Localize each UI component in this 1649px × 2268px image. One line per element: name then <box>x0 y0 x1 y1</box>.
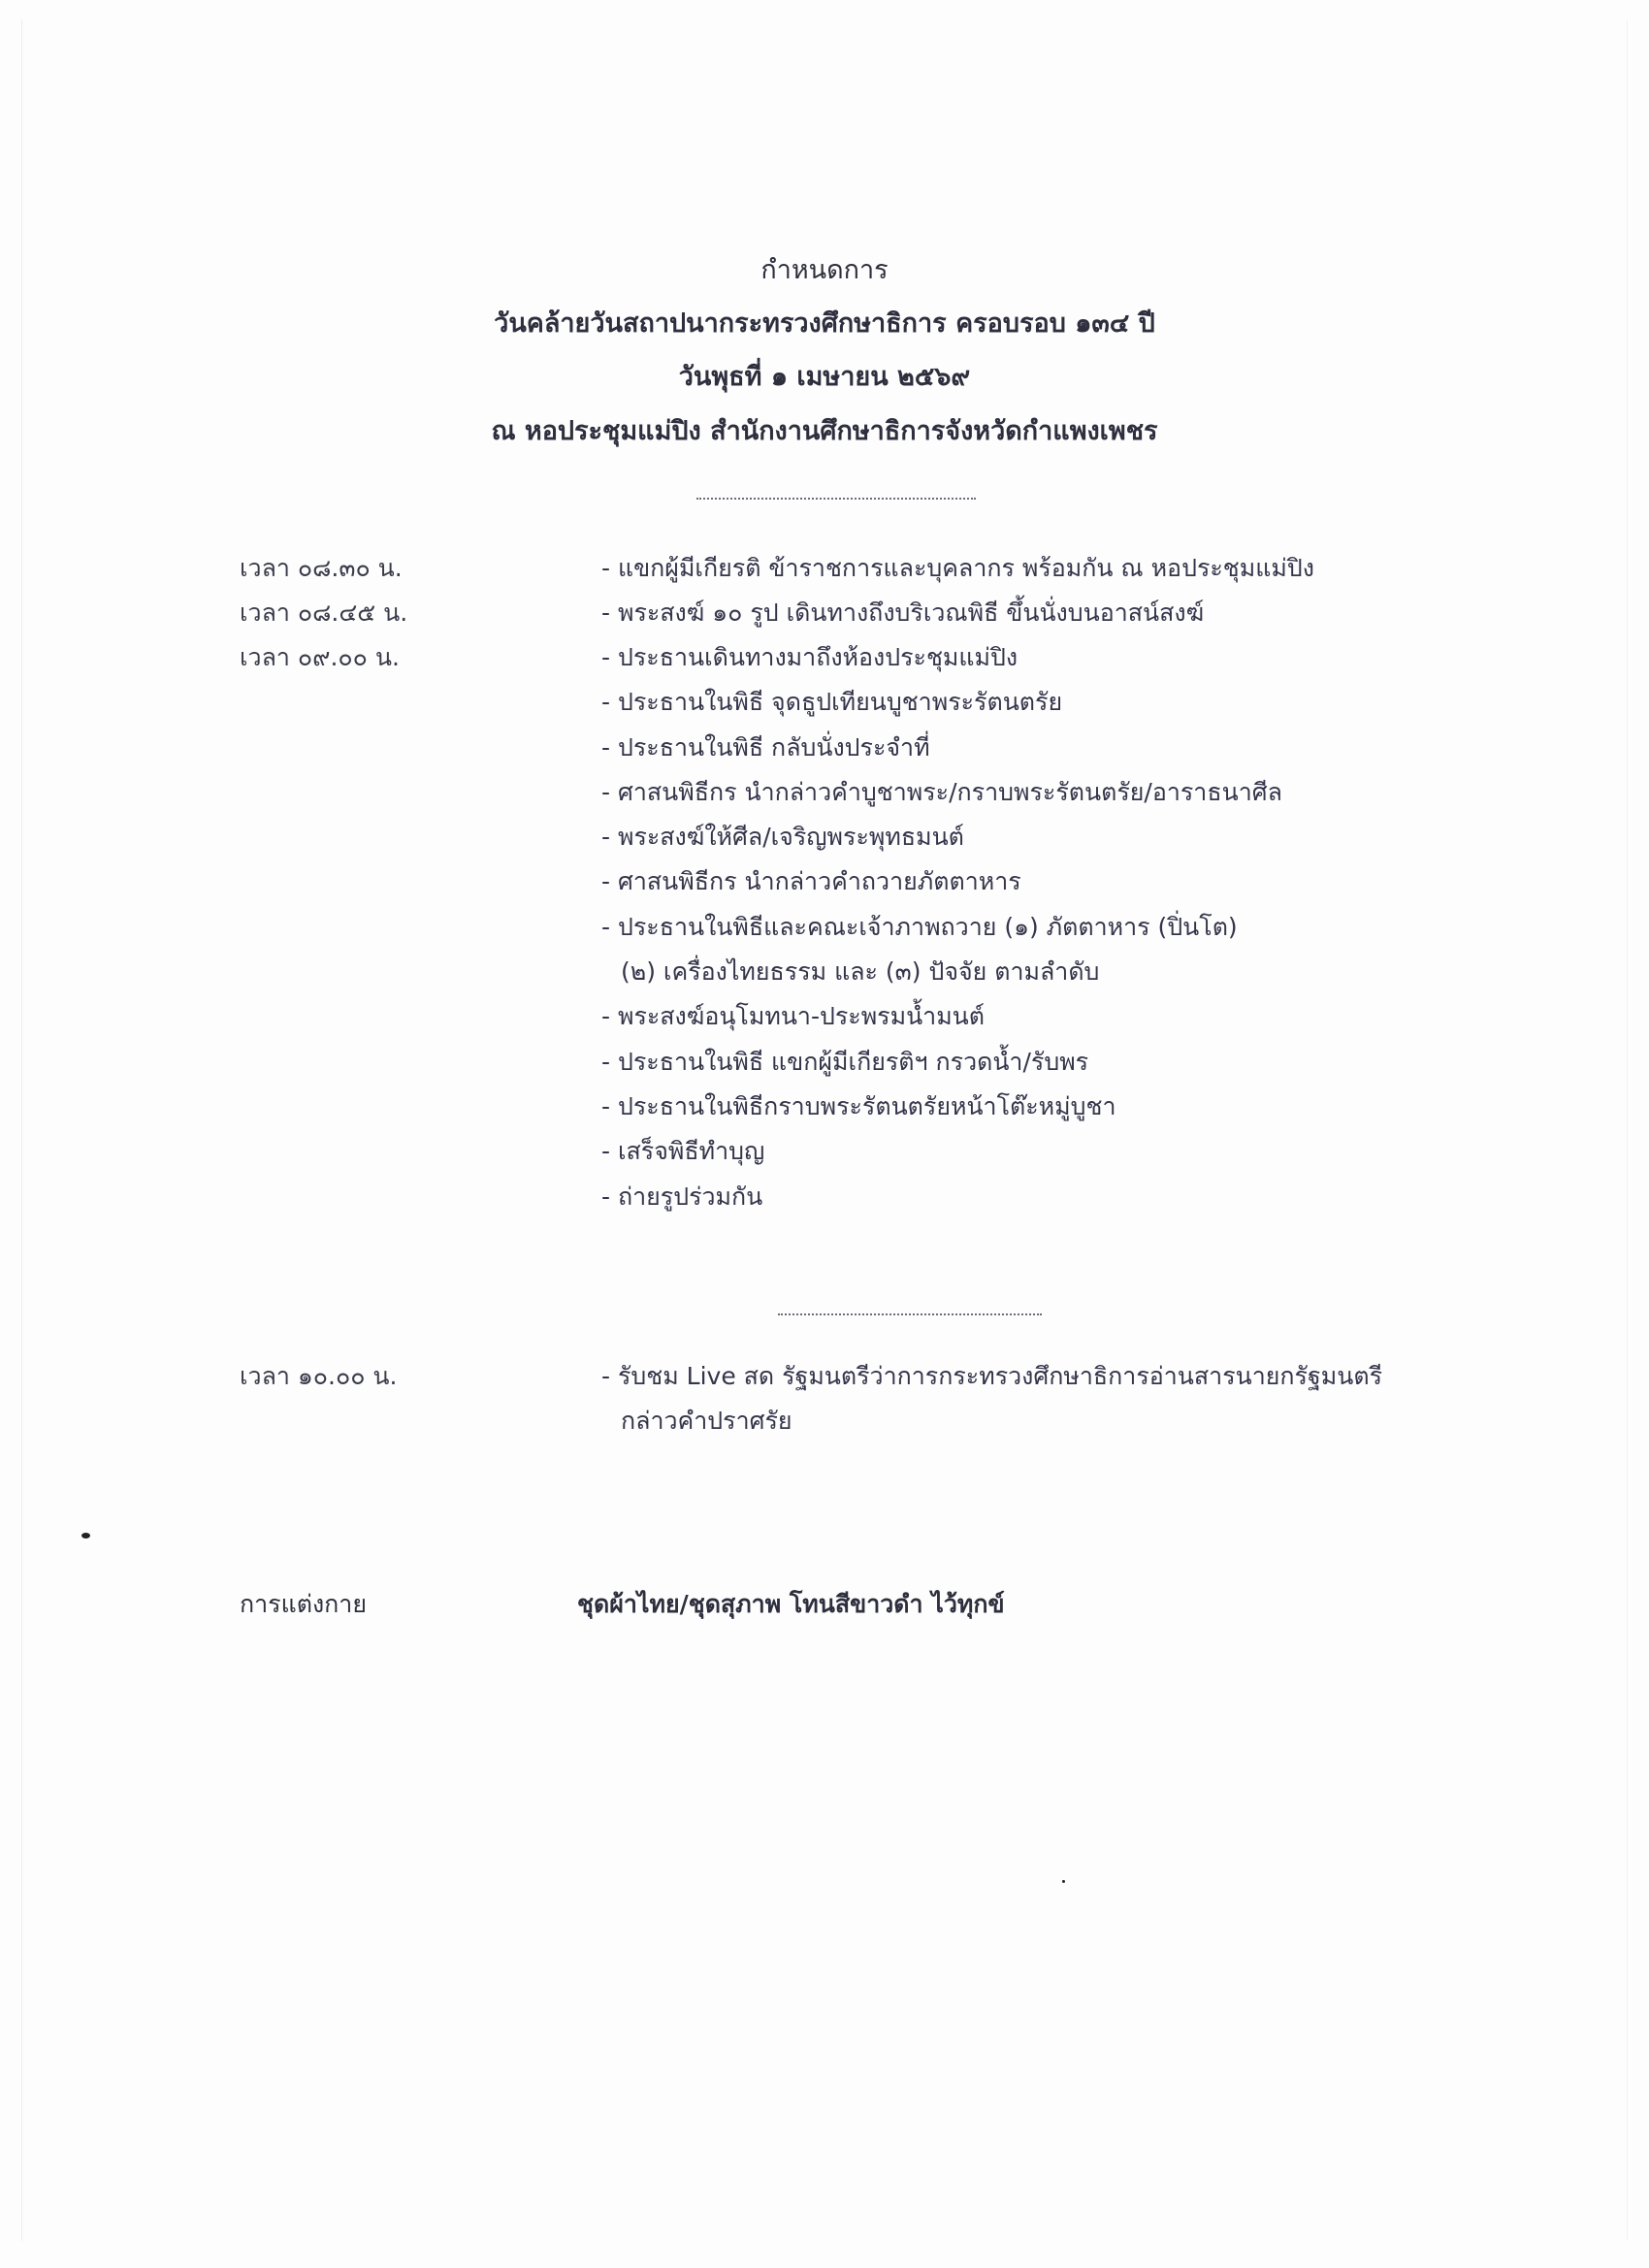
live-item-continuation: กล่าวคำปราศรัย <box>621 1407 792 1435</box>
live-item: - รับชม Live สด รัฐมนตรีว่าการกระทรวงศึกษาธิการอ่านสารนายกรัฐมนตรี <box>601 1362 1382 1390</box>
dress-code-label: การแต่งกาย <box>240 1590 367 1618</box>
schedule-item: - ประธานในพิธี จุดธูปเทียนบูชาพระรัตนตรัย <box>601 688 1063 716</box>
time-0845: เวลา ๐๘.๔๕ น. <box>240 599 408 627</box>
header-venue: ณ หอประชุมแม่ปิง สำนักงานศึกษาธิการจังหวัดกำแพงเพชร <box>491 416 1158 446</box>
schedule-item: - ประธานในพิธี กลับนั่งประจำที่ <box>601 733 930 761</box>
schedule-item: - เสร็จพิธีทำบุญ <box>601 1137 765 1165</box>
separator <box>696 498 976 500</box>
schedule-item: - พระสงฆ์ ๑๐ รูป เดินทางถึงบริเวณพิธี ขึ้นนั่งบนอาสน์สงฆ์ <box>601 599 1205 627</box>
separator <box>778 1313 1042 1315</box>
dress-code-value: ชุดผ้าไทย/ชุดสุภาพ โทนสีขาวดำ ไว้ทุกข์ <box>577 1590 1005 1618</box>
schedule-item: - แขกผู้มีเกียรติ ข้าราชการและบุคลากร พร้อมกัน ณ หอประชุมแม่ปิง <box>601 554 1314 582</box>
header-event-name: วันคล้ายวันสถาปนากระทรวงศึกษาธิการ ครอบรอบ ๑๓๔ ปี <box>494 308 1155 339</box>
scan-speck <box>81 1533 90 1539</box>
time-0830: เวลา ๐๘.๓๐ น. <box>240 554 403 582</box>
scan-speck <box>1062 1880 1065 1883</box>
schedule-item: - ประธานเดินทางมาถึงห้องประชุมแม่ปิง <box>601 643 1018 671</box>
schedule-item: - ศาสนพิธีกร นำกล่าวคำบูชาพระ/กราบพระรัตนตรัย/อาราธนาศีล <box>601 778 1282 806</box>
schedule-item: - ประธานในพิธี แขกผู้มีเกียรติฯ กรวดน้ำ/รับพร <box>601 1048 1089 1076</box>
schedule-item: - พระสงฆ์อนุโมทนา-ประพรมน้ำมนต์ <box>601 1002 986 1030</box>
schedule-item: - ประธานในพิธีและคณะเจ้าภาพถวาย (๑) ภัตตาหาร (ปิ่นโต) <box>601 913 1238 941</box>
schedule-item: - ถ่ายรูปร่วมกัน <box>601 1183 763 1211</box>
schedule-item: - พระสงฆ์ให้ศีล/เจริญพระพุทธมนต์ <box>601 823 964 851</box>
scan-edge <box>1627 19 1628 2241</box>
scan-edge <box>21 19 22 2241</box>
schedule-item: - ประธานในพิธีกราบพระรัตนตรัยหน้าโต๊ะหมู่บูชา <box>601 1092 1116 1120</box>
time-1000: เวลา ๑๐.๐๐ น. <box>240 1362 398 1390</box>
time-0900: เวลา ๐๙.๐๐ น. <box>240 643 400 671</box>
header-title: กำหนดการ <box>760 255 889 285</box>
header-date: วันพุธที่ ๑ เมษายน ๒๕๖๙ <box>678 362 971 392</box>
schedule-item: - ศาสนพิธีกร นำกล่าวคำถวายภัตตาหาร <box>601 867 1021 895</box>
schedule-item-continuation: (๒) เครื่องไทยธรรม และ (๓) ปัจจัย ตามลำดับ <box>621 957 1100 986</box>
